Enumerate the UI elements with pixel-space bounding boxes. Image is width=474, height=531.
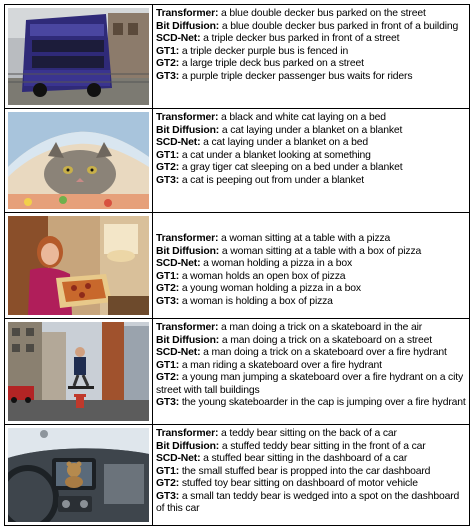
image-cell: [5, 425, 153, 525]
caption-gt1: GT1: a man riding a skateboard over a fire hydrant: [156, 359, 382, 371]
caption-scd-net: SCD-Net: a man doing a trick on a skateboard over a fire hydrant: [156, 347, 447, 358]
caption-bit-diffusion: Bit Diffusion: a woman sitting at a table with a box of pizza: [156, 245, 422, 257]
caption-bit-diffusion: Bit Diffusion: a stuffed teddy bear sitting in the front of a car: [156, 440, 426, 452]
caption-bit-diffusion: Bit Diffusion: a man doing a trick on a skateboard on a street: [156, 334, 432, 346]
skateboarder-city-street-photo: [8, 322, 149, 421]
caption-transformer: Transformer: a black and white cat laying on a bed: [156, 112, 386, 123]
image-cell: [5, 5, 153, 108]
caption-cell: [156, 425, 467, 525]
caption-gt2: GT2: a young man jumping a skateboard over a fire hydrant on a city street with tall buildings: [156, 372, 464, 396]
caption-scd-net: SCD-Net: a stuffed bear sitting in the dashboard of a car: [156, 453, 408, 464]
table-row: [5, 213, 469, 319]
caption-gt3: GT3: a purple triple decker passenger bus waits for riders: [156, 70, 413, 82]
caption-gt2: GT2: stuffed toy bear sitting on dashboard of motor vehicle: [156, 478, 418, 489]
woman-with-pizza-photo: [8, 216, 149, 315]
caption-cell: [156, 319, 467, 424]
caption-scd-net: SCD-Net: a cat laying under a blanket on a bed: [156, 137, 369, 148]
teddy-bear-car-dashboard-photo: [8, 428, 149, 522]
image-cell: [5, 109, 153, 212]
caption-bit-diffusion: Bit Diffusion: a cat laying under a blanket on a blanket: [156, 124, 403, 136]
caption-transformer: Transformer: a man doing a trick on a skateboard in the air: [156, 322, 423, 333]
caption-transformer: Transformer: a teddy bear sitting on the back of a car: [156, 428, 397, 439]
caption-gt3: GT3: a woman is holding a box of pizza: [156, 295, 333, 307]
caption-gt1: GT1: a cat under a blanket looking at something: [156, 149, 371, 161]
caption-comparison-table: [4, 4, 470, 526]
table-row: [5, 319, 469, 425]
caption-gt3: GT3: a small tan teddy bear is wedged into a spot on the dashboard of this car: [156, 490, 460, 514]
caption-transformer: Transformer: a blue double decker bus parked on the street: [156, 8, 426, 19]
caption-cell: [156, 213, 467, 318]
caption-cell: [156, 109, 467, 212]
caption-gt2: GT2: a gray tiger cat sleeping on a bed under a blanket: [156, 162, 403, 173]
caption-transformer: Transformer: a woman sitting at a table with a pizza: [156, 233, 391, 244]
caption-scd-net: SCD-Net: a woman holding a pizza in a box: [156, 258, 352, 269]
caption-bit-diffusion: Bit Diffusion: a blue double decker bus parked in front of a building: [156, 20, 459, 32]
purple-triple-decker-bus-photo: [8, 8, 149, 105]
image-cell: [5, 319, 153, 424]
caption-cell: [156, 5, 467, 108]
caption-scd-net: SCD-Net: a triple decker bus parked in front of a street: [156, 33, 400, 44]
caption-gt2: GT2: a young woman holding a pizza in a box: [156, 283, 361, 294]
caption-gt3: GT3: the young skateboarder in the cap is jumping over a fire hydrant: [156, 397, 466, 408]
cat-under-blanket-photo: [8, 112, 149, 209]
table-row: [5, 109, 469, 213]
table-row: [5, 425, 469, 525]
caption-gt3: GT3: a cat is peeping out from under a blanket: [156, 174, 364, 186]
caption-gt2: GT2: a large triple deck bus parked on a street: [156, 58, 364, 69]
table-row: [5, 5, 469, 109]
image-cell: [5, 213, 153, 318]
caption-gt1: GT1: a woman holds an open box of pizza: [156, 270, 346, 282]
caption-gt1: GT1: the small stuffed bear is propped into the car dashboard: [156, 465, 431, 477]
caption-gt1: GT1: a triple decker purple bus is fenced in: [156, 45, 349, 57]
